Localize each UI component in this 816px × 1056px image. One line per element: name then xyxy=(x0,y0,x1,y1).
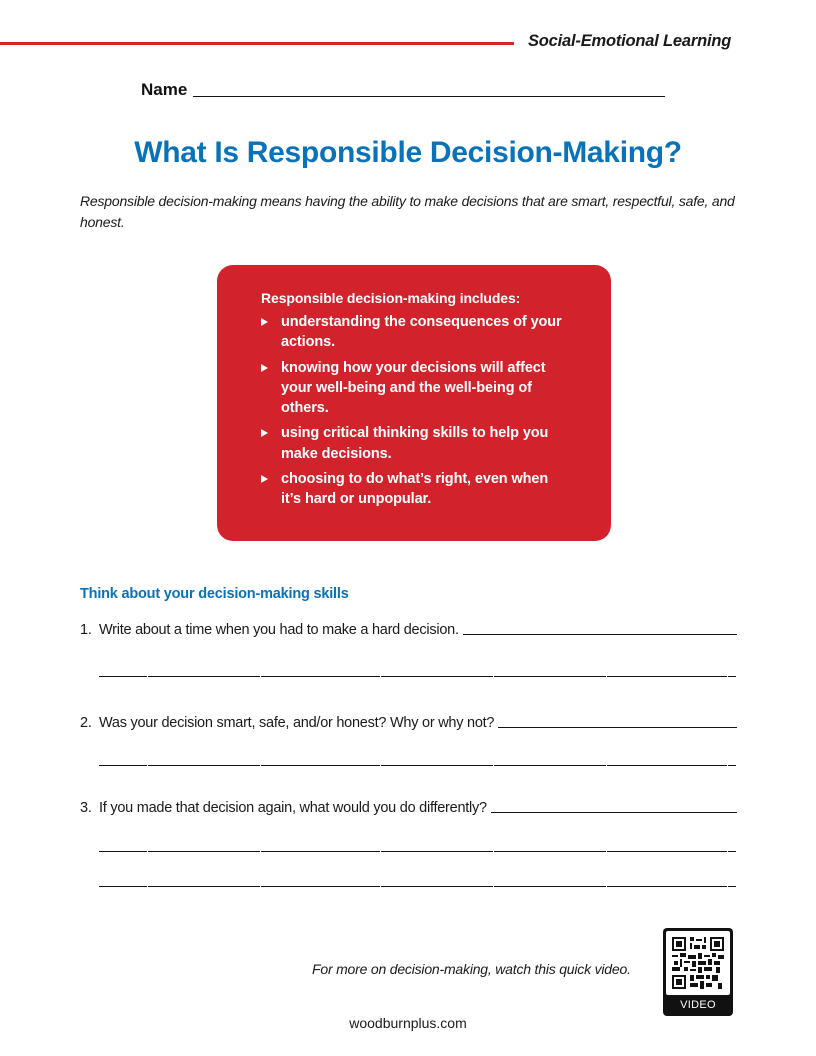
callout-item-text: choosing to do what’s right, even when it’s hard or unpopular. xyxy=(281,471,549,508)
answer-line-inline[interactable] xyxy=(491,812,737,813)
video-qr-badge[interactable] xyxy=(663,928,733,1016)
callout-heading: Responsible decision-making includes: xyxy=(261,290,521,306)
callout-box xyxy=(217,265,611,541)
qr-video-label: VIDEO xyxy=(680,999,716,1011)
name-label: Name xyxy=(141,80,188,99)
callout-item-text: understanding the consequences of your actions. xyxy=(281,314,562,351)
name-input-line[interactable] xyxy=(193,96,665,97)
triangle-bullet-icon xyxy=(261,364,268,372)
question-text: Write about a time when you had to make a hard decision. xyxy=(99,622,459,638)
callout-list-item xyxy=(261,312,571,353)
answer-line[interactable] xyxy=(99,765,737,766)
question-text: If you made that decision again, what would you do differently? xyxy=(99,800,487,816)
answer-line[interactable] xyxy=(99,851,737,852)
question-3 xyxy=(80,800,737,816)
question-number: 3. xyxy=(80,800,92,816)
answer-line[interactable] xyxy=(99,886,737,887)
callout-list-item xyxy=(261,423,571,464)
answer-line-inline[interactable] xyxy=(463,634,737,635)
section-heading: Think about your decision-making skills xyxy=(80,586,349,602)
question-1 xyxy=(80,622,737,638)
question-number: 1. xyxy=(80,622,92,638)
callout-list-item xyxy=(261,469,571,510)
callout-list xyxy=(261,312,571,510)
callout-item-text: knowing how your decisions will affect your well-being and the well-being of others. xyxy=(281,359,546,417)
footer-site-url[interactable]: woodburnplus.com xyxy=(349,1015,467,1031)
answer-line-inline[interactable] xyxy=(498,727,737,728)
callout-item-text: using critical thinking skills to help you make decisions. xyxy=(281,425,549,462)
header-rule xyxy=(0,42,514,45)
page-title: What Is Responsible Decision-Making? xyxy=(134,136,682,169)
video-prompt-text: For more on decision-making, watch this quick video. xyxy=(312,961,631,977)
answer-line[interactable] xyxy=(99,676,737,677)
question-2 xyxy=(80,715,737,731)
triangle-bullet-icon xyxy=(261,475,268,483)
callout-list-item xyxy=(261,358,571,419)
name-field-row xyxy=(141,80,665,100)
intro-paragraph: Responsible decision-making means having the ability to make decisions that are smart, respectful, safe, and honest. xyxy=(80,193,735,230)
question-number: 2. xyxy=(80,715,92,731)
header-subject-label: Social-Emotional Learning xyxy=(528,32,732,50)
triangle-bullet-icon xyxy=(261,318,268,326)
question-text: Was your decision smart, safe, and/or honest? Why or why not? xyxy=(99,715,495,731)
qr-code-icon xyxy=(666,931,730,995)
triangle-bullet-icon xyxy=(261,429,268,437)
